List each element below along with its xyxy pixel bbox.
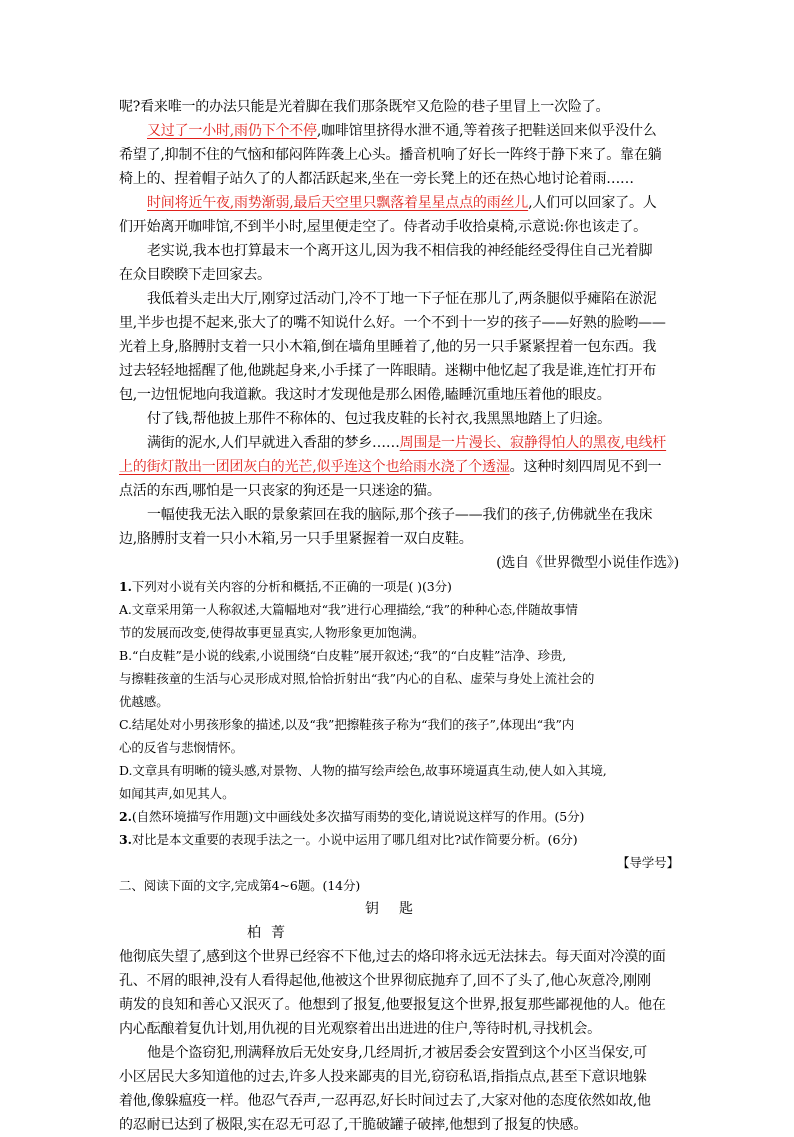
story-line: 们开始离开咖啡馆,不到半小时,屋里便走空了。侍者动手收拾桌椅,示意说:你也该走了。 xyxy=(119,219,647,235)
option-c-cont: 心的反省与悲悯情怀。 xyxy=(119,740,244,755)
story-line: 付了钱,帮他披上那件不称体的、包过我皮鞋的长衬衣,我黑黑地踏上了归途。 xyxy=(147,411,611,427)
option-a-cont: 节的发展而改变,使得故事更显真实,人物形象更加饱满。 xyxy=(119,625,425,640)
story-line: 他是个盗窃犯,刑满释放后无处安身,几经周折,才被居委会安置到这个小区当保安,可 xyxy=(147,1045,647,1061)
story-line: 内心酝酿着复仇计划,用仇视的目光观察着出出进进的住户,等待时机,寻找机会。 xyxy=(119,1021,601,1037)
story-line: 他彻底失望了,感到这个世界已经容不下他,过去的烙印将永远无法抹去。每天面对冷漠的面 xyxy=(119,949,666,965)
story-line: 小区居民大多知道他的过去,许多人投来鄙夷的目光,窃窃私语,指指点点,甚至下意识地躲 xyxy=(119,1069,647,1085)
section-heading: 二、阅读下面的文字,完成第4~6题。(14分) xyxy=(119,878,361,893)
underlined-rain-sentence: 又过了一小时,雨仍下个不停 xyxy=(147,123,317,139)
story-line: 包,一边忸怩地向我道歉。我这时才发现他是那么困倦,瞌睡沉重地压着他的眼皮。 xyxy=(119,387,611,403)
story-line: 我低着头走出大厅,刚穿过活动门,冷不丁地一下子怔在那儿了,两条腿似乎瘫陷在淤泥 xyxy=(147,291,657,307)
story-author: 柏菁 xyxy=(247,925,295,941)
question-3: 3.对比是本文重要的表现手法之一。小说中运用了哪几组对比?试作简要分析。(6分) xyxy=(119,832,578,847)
underlined-rain-sentence: 上的街灯散出一团团灰白的光芒,似乎连这个也给雨水浇了个透湿 xyxy=(119,459,510,475)
story-line: 又过了一小时,雨仍下个不停,咖啡馆里挤得水泄不通,等着孩子把鞋送回来似乎没什么 xyxy=(147,123,657,139)
document-page xyxy=(119,95,679,1137)
story-line: 一幅使我无法入眠的景象萦回在我的脑际,那个孩子——我们的孩子,仿佛就坐在我床 xyxy=(147,507,653,523)
source-citation: (选自《世界微型小说佳作选》) xyxy=(496,555,679,571)
story-line: 着他,像躲瘟疫一样。他忍气吞声,一忍再忍,好长时间过去了,大家对他的态度依然如故,他 xyxy=(119,1093,651,1109)
story-line: 光着上身,胳膊肘支着一只小木箱,倒在墙角里睡着了,他的另一只手紧紧捏着一包东西。我 xyxy=(119,339,657,355)
option-d: D.文章具有明晰的镜头感,对景物、人物的描写绘声绘色,故事环境逼真生动,使人如入其境, xyxy=(119,763,607,778)
story-title: 钥匙 xyxy=(365,901,433,917)
story-line: 边,胳膊肘支着一只小木箱,另一只手里紧握着一双白皮鞋。 xyxy=(119,531,473,547)
story-line: 满街的泥水,人们早就进入香甜的梦乡……周围是一片漫长、寂静得怕人的黑夜,电线杆 xyxy=(147,435,667,451)
question-1: 1.下列对小说有关内容的分析和概括,不正确的一项是( )(3分) xyxy=(119,579,452,594)
option-b: B.“白皮鞋”是小说的线索,小说围绕“白皮鞋”展开叙述;“我”的“白皮鞋”洁净、珍贵, xyxy=(119,648,567,663)
story-line: 在众目睽睽下走回家去。 xyxy=(119,267,271,283)
guide-number-label: 【导学号】 xyxy=(616,855,679,870)
story-line: 呢?看来唯一的办法只能是光着脚在我们那条既窄又危险的巷子里冒上一次险了。 xyxy=(119,99,610,115)
option-a: A.文章采用第一人称叙述,大篇幅地对“我”进行心理描绘,“我”的种种心态,伴随故事情 xyxy=(119,602,578,617)
story-line: 时间将近午夜,雨势渐弱,最后天空里只飘落着星星点点的雨丝儿,人们可以回家了。人 xyxy=(147,195,657,211)
story-line: 萌发的良知和善心又泯灭了。他想到了报复,他要报复这个世界,报复那些鄙视他的人。他在 xyxy=(119,997,666,1013)
underlined-rain-sentence: 周围是一片漫长、寂静得怕人的黑夜,电线杆 xyxy=(399,435,667,451)
question-2: 2.(自然环境描写作用题)文中画线处多次描写雨势的变化,请说说这样写的作用。(5分) xyxy=(119,809,585,824)
story-line: 点活的东西,哪怕是一只丧家的狗还是一只迷途的猫。 xyxy=(119,483,441,499)
story-line: 椅上的、捏着帽子站久了的人都活跃起来,坐在一旁长凳上的还在热心地讨论着雨…… xyxy=(119,171,634,187)
story-line: 上的街灯散出一团团灰白的光芒,似乎连这个也给雨水浇了个透湿。这种时刻四周见不到一 xyxy=(119,459,662,475)
option-d-cont: 如闻其声,如见其人。 xyxy=(119,786,235,801)
story-line: 过去轻轻地摇醒了他,他跳起身来,小手揉了一阵眼睛。迷糊中他忆起了我是谁,连忙打开布 xyxy=(119,363,657,379)
story-line: 里,半步也提不起来,张大了的嘴不知说什么好。一个不到十一岁的孩子——好熟的脸哟—— xyxy=(119,315,666,331)
option-c: C.结尾处对小男孩形象的描述,以及“我”把擦鞋孩子称为“我们的孩子”,体现出“我”内 xyxy=(119,717,575,732)
story-line: 的忍耐已达到了极限,实在忍无可忍了,干脆破罐子破摔,他想到了报复的快感。 xyxy=(119,1117,588,1133)
option-b-cont: 与擦鞋孩童的生活与心灵形成对照,恰恰折射出“我”内心的自私、虚荣与身处上流社会的 xyxy=(119,671,595,686)
option-b-cont: 优越感。 xyxy=(119,694,169,709)
underlined-rain-sentence: 时间将近午夜,雨势渐弱,最后天空里只飘落着星星点点的雨丝儿 xyxy=(147,195,529,211)
story-line: 老实说,我本也打算最末一个离开这儿,因为我不相信我的神经能经受得住自己光着脚 xyxy=(147,243,653,259)
story-line: 孔、不屑的眼神,没有人看得起他,他被这个世界彻底抛弃了,回不了头了,他心灰意冷,刚刚 xyxy=(119,973,651,989)
story-line: 希望了,抑制不住的气恼和郁闷阵阵袭上心头。播音机响了好长一阵终于静下来了。靠在躺 xyxy=(119,147,662,163)
